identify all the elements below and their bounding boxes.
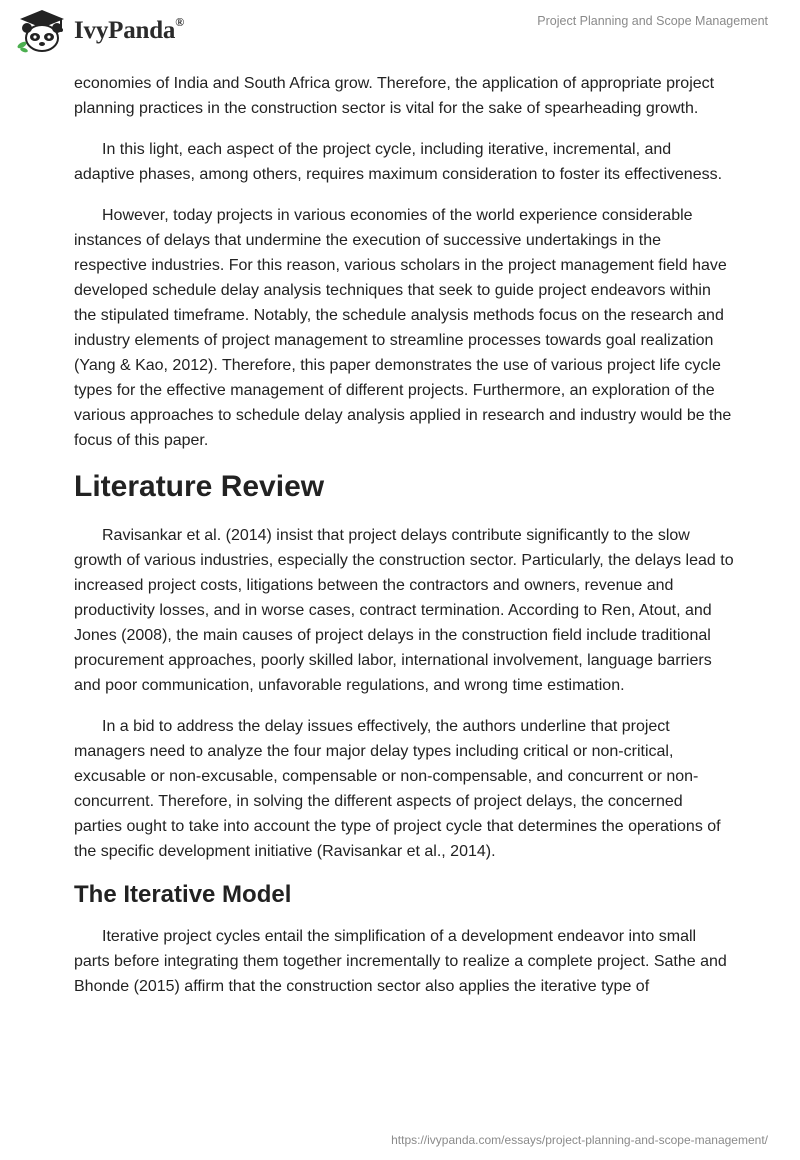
page-header xyxy=(0,0,800,70)
document-title: Project Planning and Scope Management xyxy=(537,14,768,28)
paragraph: However, today projects in various economies of the world experience considerable instances of delays that undermine the execution of successive undertakings in the respective industries. For this reason, various scholars in the project management field have developed schedule delay analysis techniques that seek to guide project endeavors within the stipulated timeframe. Notably, the schedule analysis methods focus on the research and industry elements of project management to streamline processes towards goal realization (Yang & Kao, 2012). Therefore, this paper demonstrates the use of various project life cycle types for the effective management of different projects. Furthermore, an exploration of the various approaches to schedule delay analysis applied in research and industry would be the focus of this paper. xyxy=(74,207,732,449)
brand-name: IvyPanda® xyxy=(74,15,184,44)
paragraph: In this light, each aspect of the project cycle, including iterative, incremental, and adaptive phases, among others, requires maximum consideration to foster its effectiveness. xyxy=(74,141,723,183)
paragraph: In a bid to address the delay issues effectively, the authors underline that project managers need to analyze the four major delay types including critical or non-critical, excusable or non-excusable, compensable or non-compensable, and concurrent or non-concurrent. Therefore, in solving the different aspects of project delays, the concerned parties ought to take into account the type of project cycle that determines the operations of the specific development initiative (Ravisankar et al., 2014). xyxy=(74,718,721,860)
footer-url[interactable]: https://ivypanda.com/essays/project-planning-and-scope-management/ xyxy=(391,1133,768,1147)
section-heading-iterative-model: The Iterative Model xyxy=(74,881,292,908)
paragraph: Iterative project cycles entail the simplification of a development endeavor into small parts before integrating them together incrementally to realize a complete project. Sathe and Bhonde (2015) affirm that the construction sector also applies the iterative type of xyxy=(74,928,727,995)
section-heading-literature-review: Literature Review xyxy=(74,470,325,503)
paragraph: Ravisankar et al. (2014) insist that project delays contribute significantly to the slow growth of various industries, especially the construction sector. Particularly, the delays lead to increased project costs, litigations between the contractors and owners, revenue and productivity losses, and in worse cases, contract termination. According to Ren, Atout, and Jones (2008), the main causes of project delays in the construction field include traditional procurement approaches, poorly skilled labor, international involvement, language barriers and poor communication, unfavorable regulations, and wrong time estimation. xyxy=(74,527,734,694)
essay-body xyxy=(74,71,734,1015)
paragraph: economies of India and South Africa grow. Therefore, the application of appropriate project planning practices in the construction sector is vital for the sake of spearheading growth. xyxy=(74,75,715,117)
panda-mascot-icon xyxy=(16,8,68,54)
ivypanda-logo[interactable] xyxy=(16,8,184,54)
